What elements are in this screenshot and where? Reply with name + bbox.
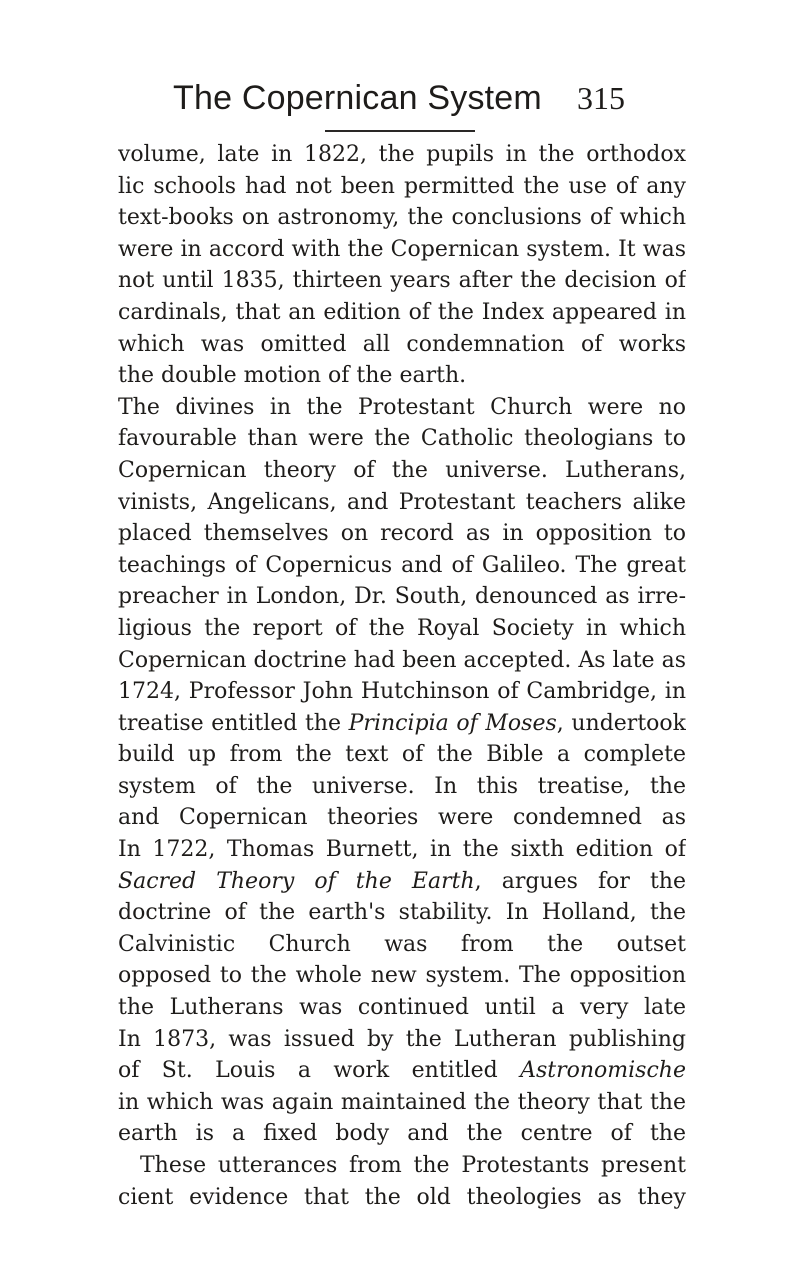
running-head: The Copernican System [173,79,542,117]
text-line: were in accord with the Copernican system. It was [118,236,686,262]
text-line: doctrine of the earth's stability. In Holland, the [118,900,686,926]
book-title: Principia of Moses [348,710,557,736]
text-line: favourable than were the Catholic theologians to [118,426,686,452]
text-line: These utterances from the Protestants present [140,1153,686,1178]
text-line: teachings of Copernicus and of Galileo. The great [118,552,686,578]
text-line: placed themselves on record as in opposition to [118,521,686,547]
text-line: The divines in the Protestant Church were no [118,394,686,420]
text-line: ligious the report of the Royal Society in which [118,615,686,641]
text-line: 1724, Professor John Hutchinson of Cambridge, in [118,679,686,705]
text-line: cardinals, that an edition of the Index appeared in [118,299,686,325]
text-line: the Lutherans was continued until a very late [118,995,686,1021]
text-line: lic schools had not been permitted the use of any [118,173,686,199]
text-line: Copernican doctrine had been accepted. As late as [118,647,686,673]
text-line: In 1722, Thomas Burnett, in the sixth edition of [118,837,686,863]
page-header [173,78,625,128]
text-line: and Copernican theories were condemned as [118,805,686,831]
text-line: In 1873, was issued by the Lutheran publishing [118,1026,686,1052]
text-line: opposed to the whole new system. The opposition [118,963,686,989]
text-line: Calvinistic Church was from the outset [118,931,686,957]
text-line: preacher in London, Dr. South, denounced as irre- [118,584,686,610]
body-text [118,139,686,1213]
text-line: build up from the text of the Bible a complete [118,742,686,768]
text-line: earth is a fixed body and the centre of the [118,1121,686,1147]
text-line: in which was again maintained the theory that the [118,1089,686,1115]
text-line: of St. Louis a work entitled Astronomische [118,1055,686,1087]
text-line: the double motion of the earth. [118,363,467,389]
text-line: cient evidence that the old theologies as they [118,1184,686,1210]
text-line: system of the universe. In this treatise, the [118,773,686,799]
text-line: treatise entitled the Principia of Moses, undertook [118,710,686,736]
text-line: volume, late in 1822, the pupils in the orthodox [118,142,686,167]
header-rule [325,130,475,132]
book-title: Sacred Theory of the Earth [118,868,475,894]
text-line: not until 1835, thirteen years after the decision of [118,268,686,294]
page-number: 315 [577,80,625,116]
text-line: Copernican theory of the universe. Lutherans, [118,457,686,483]
text-line: which was omitted all condemnation of works [118,331,686,357]
text-line: text-books on astronomy, the conclusions of which [118,205,686,231]
text-line: Sacred Theory of the Earth, argues for the [118,868,686,894]
text-line: vinists, Angelicans, and Protestant teachers alike [118,489,686,515]
book-title: Astronomische [520,1058,686,1084]
